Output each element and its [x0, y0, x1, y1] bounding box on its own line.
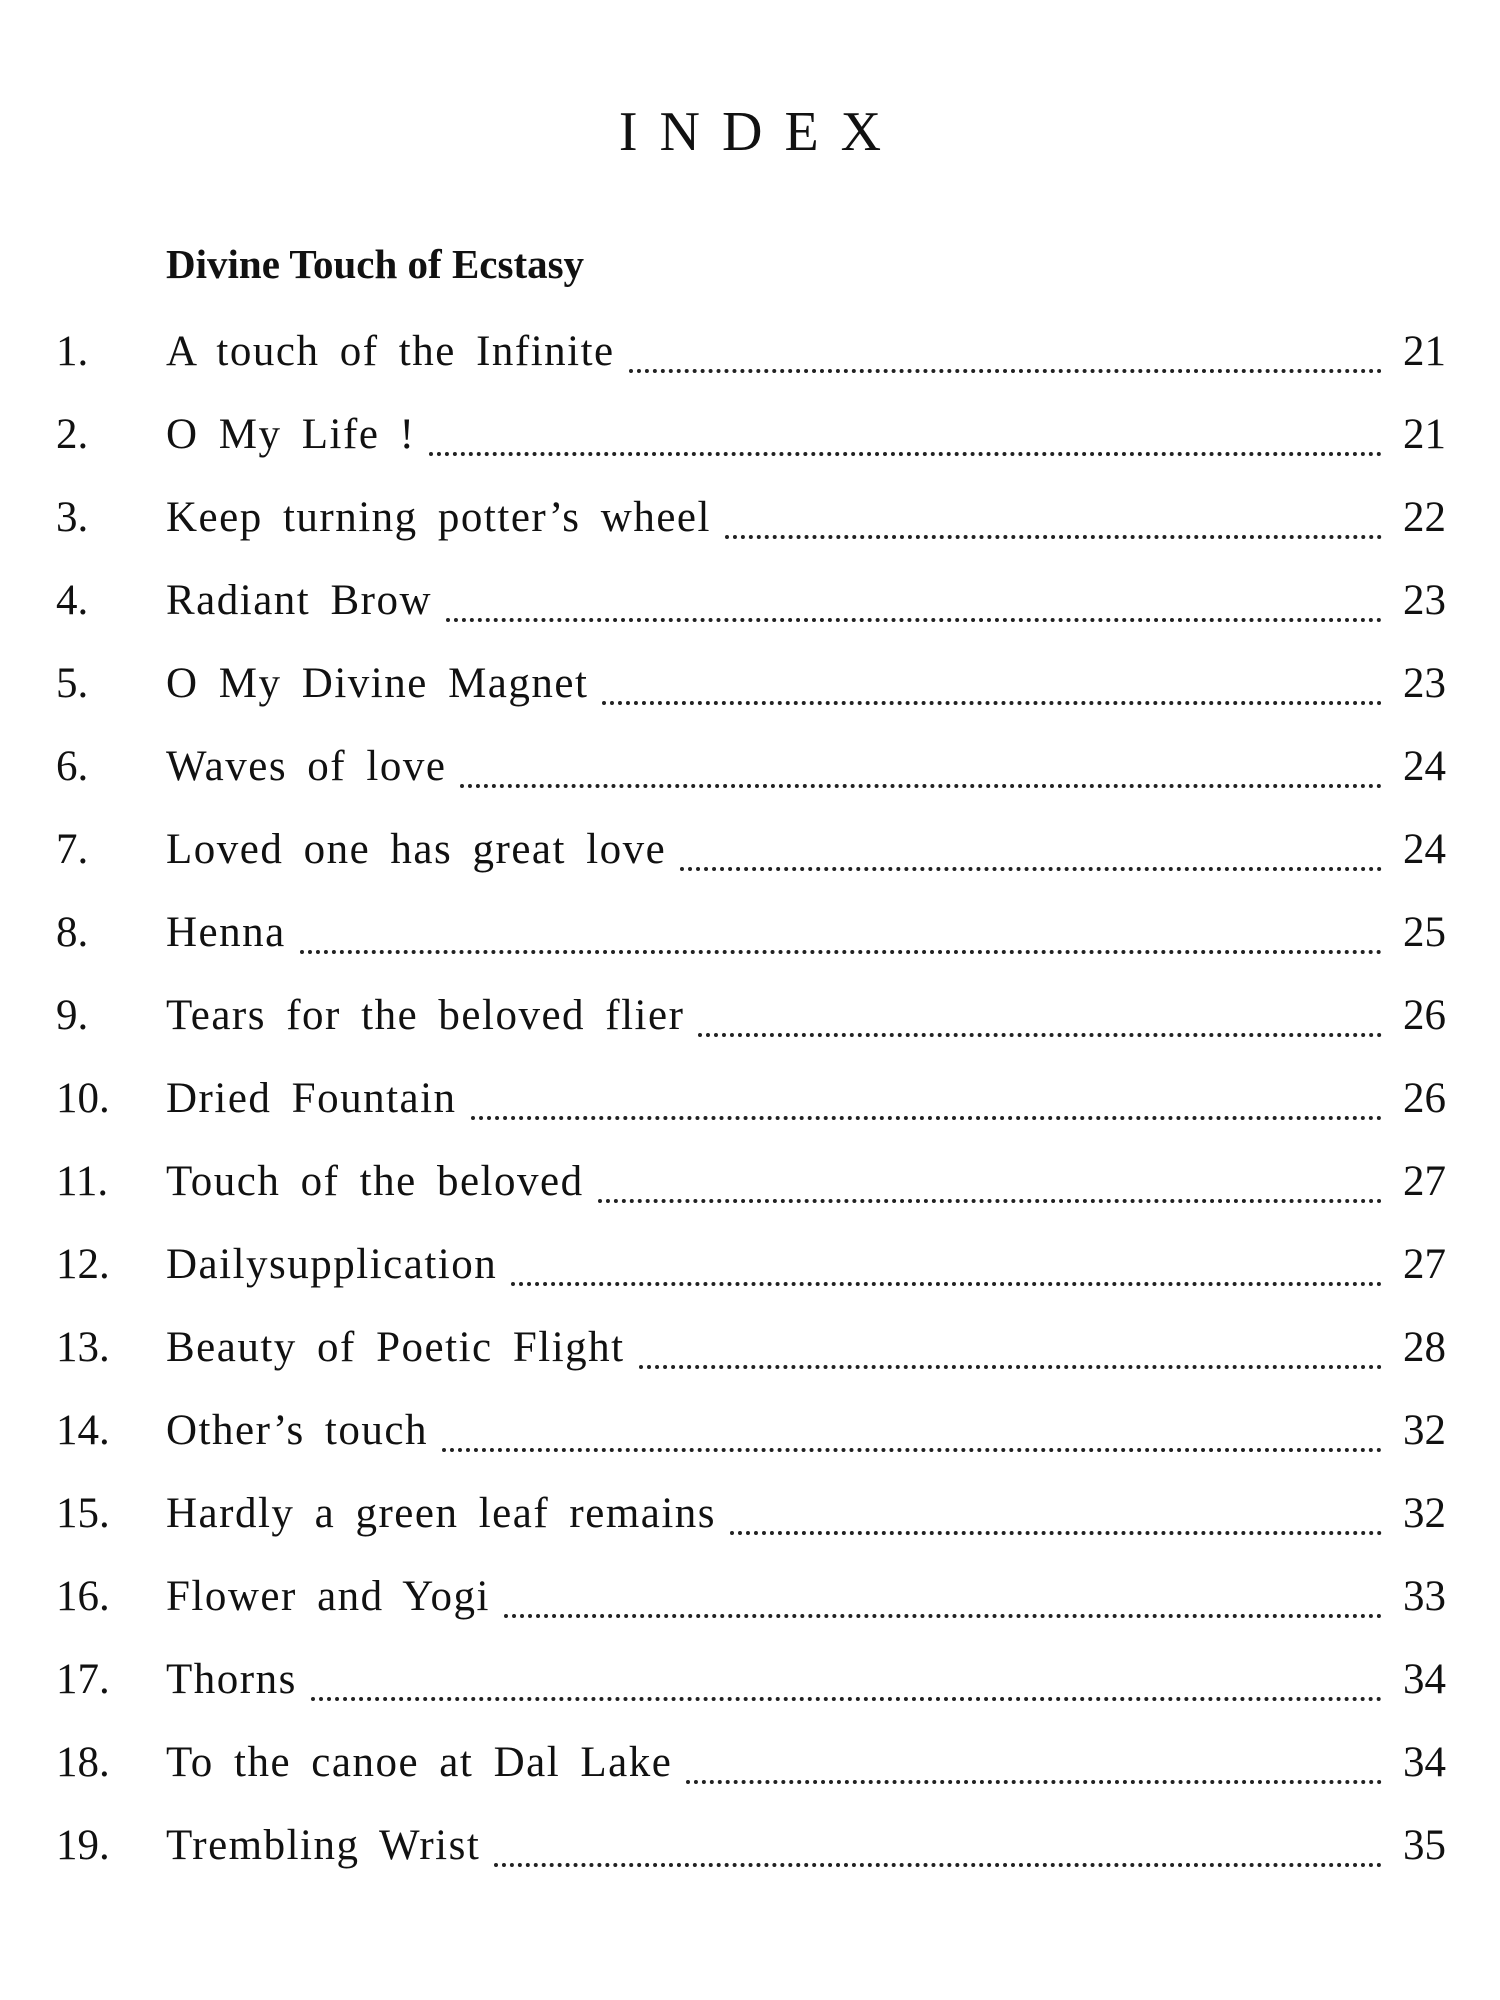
entry-page-number: 26 — [1403, 1075, 1446, 1122]
dot-leader — [504, 1580, 1382, 1618]
dot-leader — [442, 1414, 1382, 1452]
entry-number: 7. — [56, 826, 89, 873]
entry-title: Flower and Yogi — [166, 1573, 491, 1620]
index-entry — [56, 642, 1446, 725]
entry-page-number: 24 — [1403, 743, 1446, 790]
index-entry — [56, 1472, 1446, 1555]
entry-number: 17. — [56, 1656, 110, 1703]
entry-title: O My Life ! — [166, 411, 416, 458]
entry-page-number: 32 — [1403, 1407, 1446, 1454]
dot-leader — [602, 667, 1382, 705]
entry-number: 16. — [56, 1573, 110, 1620]
dot-leader — [629, 335, 1382, 373]
entry-title: Dried Fountain — [166, 1075, 457, 1122]
entry-title: Loved one has great love — [166, 826, 667, 873]
dot-leader — [639, 1331, 1382, 1369]
entry-title: A touch of the Infinite — [166, 328, 615, 375]
entry-number: 11. — [56, 1158, 109, 1205]
dot-leader — [446, 584, 1382, 622]
entry-page-number: 28 — [1403, 1324, 1446, 1371]
entry-number: 18. — [56, 1739, 110, 1786]
dot-leader — [725, 501, 1382, 539]
index-entry — [56, 1555, 1446, 1638]
entry-number: 19. — [56, 1822, 110, 1869]
index-entry — [56, 1638, 1446, 1721]
page-title: INDEX — [618, 101, 904, 163]
entry-number: 9. — [56, 992, 89, 1039]
index-entry — [56, 1140, 1446, 1223]
entry-title: To the canoe at Dal Lake — [166, 1739, 673, 1786]
index-entry — [56, 1804, 1446, 1887]
entry-number: 13. — [56, 1324, 110, 1371]
entry-title: Radiant Brow — [166, 577, 433, 624]
index-entry — [56, 1721, 1446, 1804]
entry-page-number: 21 — [1403, 411, 1446, 458]
index-entry — [56, 310, 1446, 393]
entry-page-number: 35 — [1403, 1822, 1446, 1869]
entry-title: Thorns — [166, 1656, 297, 1703]
entry-page-number: 27 — [1403, 1241, 1446, 1288]
dot-leader — [680, 833, 1382, 871]
index-entry — [56, 393, 1446, 476]
index-entry — [56, 1057, 1446, 1140]
dot-leader — [686, 1746, 1382, 1784]
entry-title: Dailysupplication — [166, 1241, 498, 1288]
index-entry — [56, 1223, 1446, 1306]
entry-title: Beauty of Poetic Flight — [166, 1324, 625, 1371]
dot-leader — [311, 1663, 1382, 1701]
entry-number: 4. — [56, 577, 89, 624]
entry-page-number: 22 — [1403, 494, 1446, 541]
entry-title: Tears for the beloved flier — [166, 992, 685, 1039]
entry-page-number: 25 — [1403, 909, 1446, 956]
entry-number: 15. — [56, 1490, 110, 1537]
entry-title: Keep turning potter’s wheel — [166, 494, 711, 541]
index-entry — [56, 1306, 1446, 1389]
entry-number: 12. — [56, 1241, 110, 1288]
entry-title: Waves of love — [166, 743, 447, 790]
index-entry — [56, 808, 1446, 891]
entry-title: Hardly a green leaf remains — [166, 1490, 717, 1537]
entry-number: 2. — [56, 411, 89, 458]
entry-title: Other’s touch — [166, 1407, 428, 1454]
entry-page-number: 32 — [1403, 1490, 1446, 1537]
entry-number: 5. — [56, 660, 89, 707]
entry-number: 6. — [56, 743, 89, 790]
entry-page-number: 26 — [1403, 992, 1446, 1039]
dot-leader — [471, 1082, 1382, 1120]
index-list — [56, 310, 1446, 1887]
dot-leader — [460, 750, 1382, 788]
dot-leader — [698, 999, 1382, 1037]
entry-page-number: 33 — [1403, 1573, 1446, 1620]
entry-page-number: 24 — [1403, 826, 1446, 873]
entry-page-number: 27 — [1403, 1158, 1446, 1205]
entry-page-number: 34 — [1403, 1656, 1446, 1703]
index-entry — [56, 476, 1446, 559]
entry-page-number: 21 — [1403, 328, 1446, 375]
entry-number: 3. — [56, 494, 89, 541]
entry-page-number: 23 — [1403, 660, 1446, 707]
index-entry — [56, 559, 1446, 642]
entry-number: 14. — [56, 1407, 110, 1454]
entry-page-number: 34 — [1403, 1739, 1446, 1786]
entry-number: 8. — [56, 909, 89, 956]
entry-title: O My Divine Magnet — [166, 660, 589, 707]
dot-leader — [494, 1829, 1382, 1867]
dot-leader — [730, 1497, 1382, 1535]
dot-leader — [429, 418, 1382, 456]
entry-number: 10. — [56, 1075, 110, 1122]
entry-title: Henna — [166, 909, 286, 956]
section-heading: Divine Touch of Ecstasy — [166, 241, 585, 287]
index-entry — [56, 1389, 1446, 1472]
index-entry — [56, 974, 1446, 1057]
index-entry — [56, 725, 1446, 808]
dot-leader — [598, 1165, 1382, 1203]
entry-number: 1. — [56, 328, 89, 375]
entry-title: Touch of the beloved — [166, 1158, 584, 1205]
index-entry — [56, 891, 1446, 974]
dot-leader — [511, 1248, 1382, 1286]
entry-page-number: 23 — [1403, 577, 1446, 624]
dot-leader — [300, 916, 1382, 954]
entry-title: Trembling Wrist — [166, 1822, 481, 1869]
